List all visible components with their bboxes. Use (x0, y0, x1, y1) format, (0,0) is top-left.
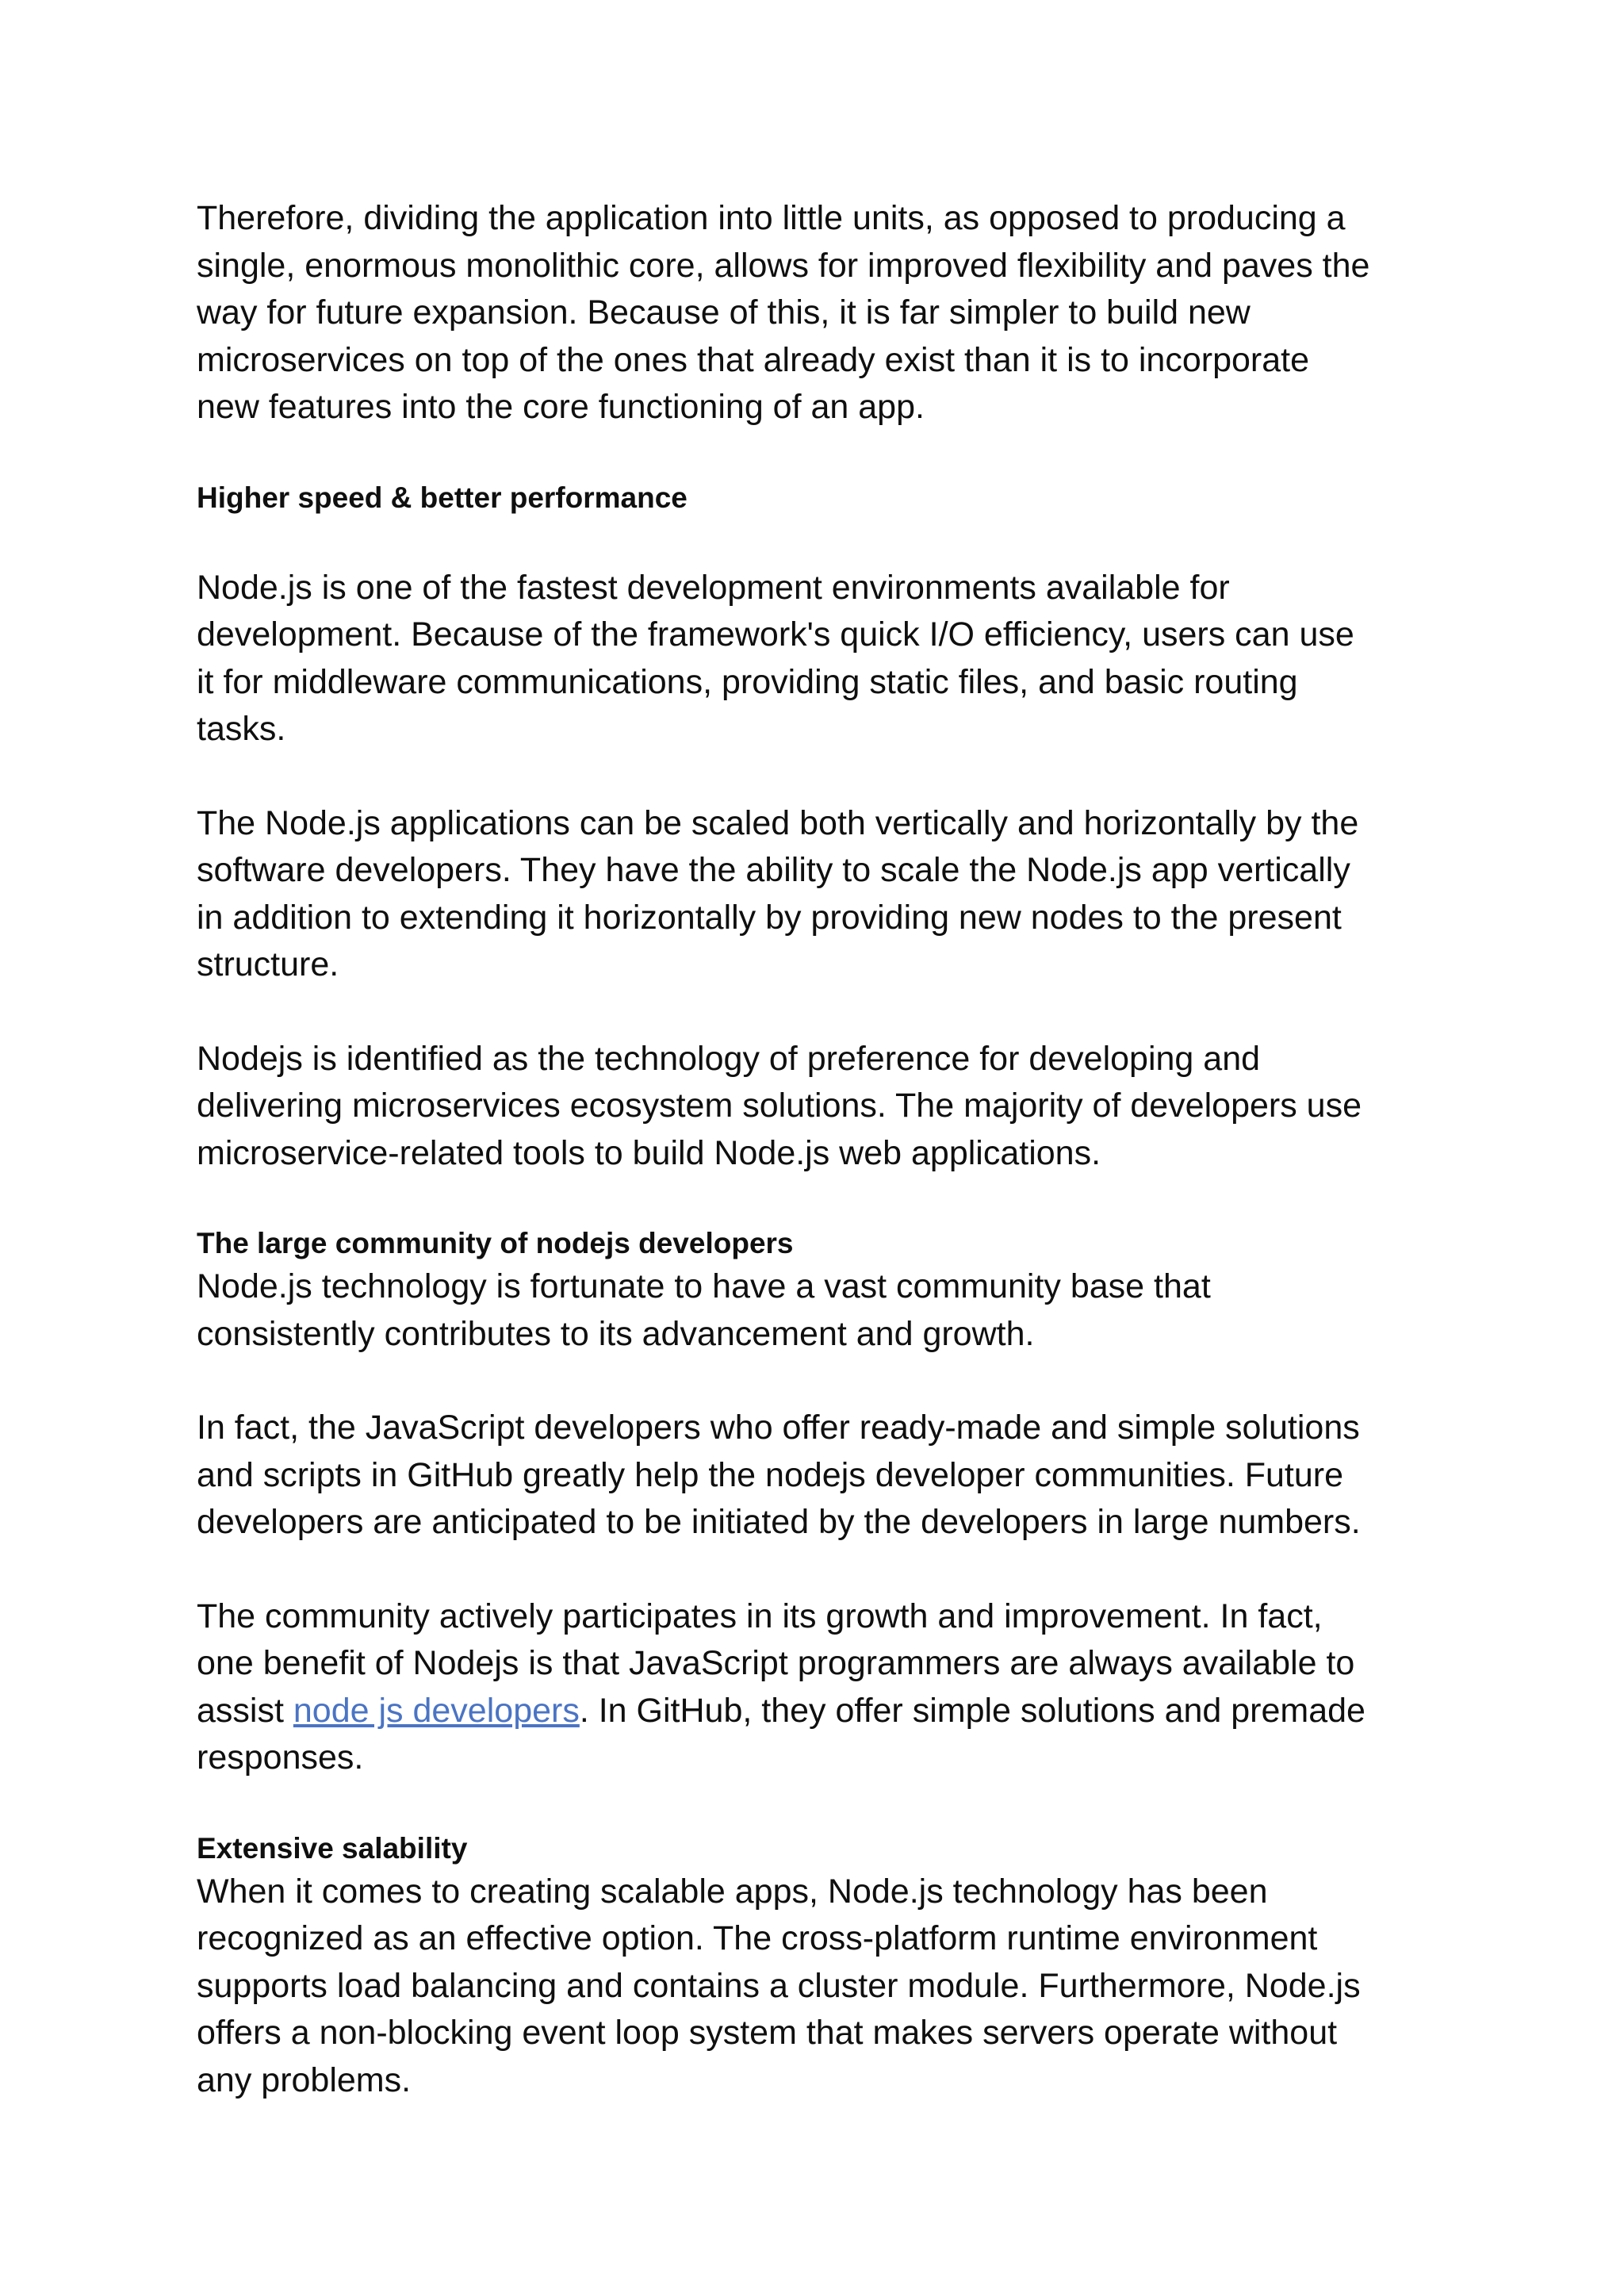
community-paragraph-3-after: . In GitHub, they offer simple solutions and premade responses. (197, 1691, 1365, 1777)
spacer (197, 431, 1450, 478)
heading-community: The large community of nodejs developers (197, 1227, 794, 1259)
speed-paragraph-1: Node.js is one of the fastest development environments available for development. Because of the framework's quick I/O efficiency, users can use it for middleware communications, providing static files, and basic routing tasks. (197, 568, 1354, 748)
spacer (197, 1358, 1450, 1405)
spacer (197, 989, 1450, 1036)
scalability-paragraph: When it comes to creating scalable apps, Node.js technology has been recognized as an effective option. The cross-platform runtime environment supports load balancing and contains a cluster module. Furthermore, Node.js offers a non-blocking event loop system that makes servers operate without any problems. (197, 1872, 1361, 2099)
spacer (197, 1547, 1450, 1593)
community-paragraph-3 (197, 1593, 1450, 1782)
spacer (197, 1782, 1450, 1829)
heading-scalability: Extensive salability (197, 1831, 468, 1865)
community-paragraph-1: Node.js technology is fortunate to have a vast community base that consistently contributes to its advancement and growth. (197, 1267, 1211, 1353)
community-paragraph-2: In fact, the JavaScript developers who offer ready-made and simple solutions and scripts in GitHub greatly help the nodejs developer communities. Future developers are anticipated to be initiated by the developers in large numbers. (197, 1409, 1361, 1541)
spacer (197, 518, 1450, 565)
document-page (197, 195, 1450, 2104)
node-js-developers-link[interactable]: node js developers (293, 1691, 580, 1730)
intro-paragraph: Therefore, dividing the application into little units, as opposed to producing a single, enormous monolithic core, allows for improved flexibility and paves the way for future expansion. Because of this, it is far simpler to build new microservices on top of the ones that already exist than it is to incorporate new features into the core functioning of an app. (197, 199, 1370, 426)
speed-paragraph-3: Nodejs is identified as the technology of preference for developing and delivering microservices ecosystem solutions. The majority of developers use microservice-related tools to build Node.js web applications. (197, 1039, 1362, 1172)
speed-paragraph-2: The Node.js applications can be scaled both vertically and horizontally by the software developers. They have the ability to scale the Node.js app vertically in addition to extending it horizontally by providing new nodes to the present structure. (197, 803, 1359, 983)
community-paragraph-3-before: The community actively participates in its growth and improvement. In fact, one benefit of Nodejs is that JavaScript programmers are always available to assist (197, 1596, 1355, 1730)
heading-higher-speed: Higher speed & better performance (197, 481, 688, 514)
spacer (197, 1177, 1450, 1224)
spacer (197, 753, 1450, 800)
